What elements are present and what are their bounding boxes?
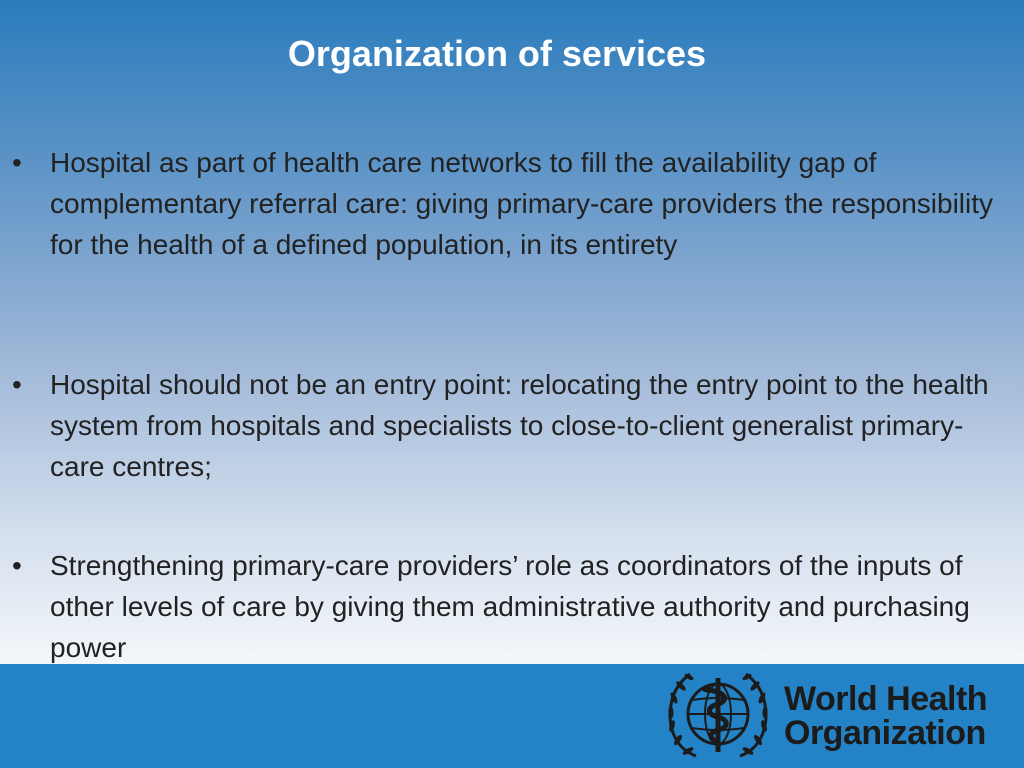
bullet-text: Hospital should not be an entry point: relocating the entry point to the health system from hospitals and specialists to close-to-client generalist primary-care centres;	[50, 369, 989, 482]
bullet-text: Strengthening primary-care providers’ role as coordinators of the inputs of other levels of care by giving them administrative authority and purchasing power	[50, 550, 970, 663]
bullet-text: Hospital as part of health care networks to fill the availability gap of complementary referral care: giving primary-care providers the responsibility for the health of a defined population, in its entirety	[50, 147, 994, 260]
who-logo-text	[784, 682, 987, 750]
bullet-marker: •	[12, 550, 22, 581]
who-emblem-icon	[662, 668, 774, 764]
bullet-marker: •	[12, 147, 22, 178]
bullet-marker: •	[12, 369, 22, 400]
logo-line-1: World Health	[784, 680, 988, 718]
logo-line-2: Organization	[784, 714, 986, 752]
footer-bar	[0, 664, 1024, 768]
slide-title: Organization of services	[287, 33, 707, 74]
